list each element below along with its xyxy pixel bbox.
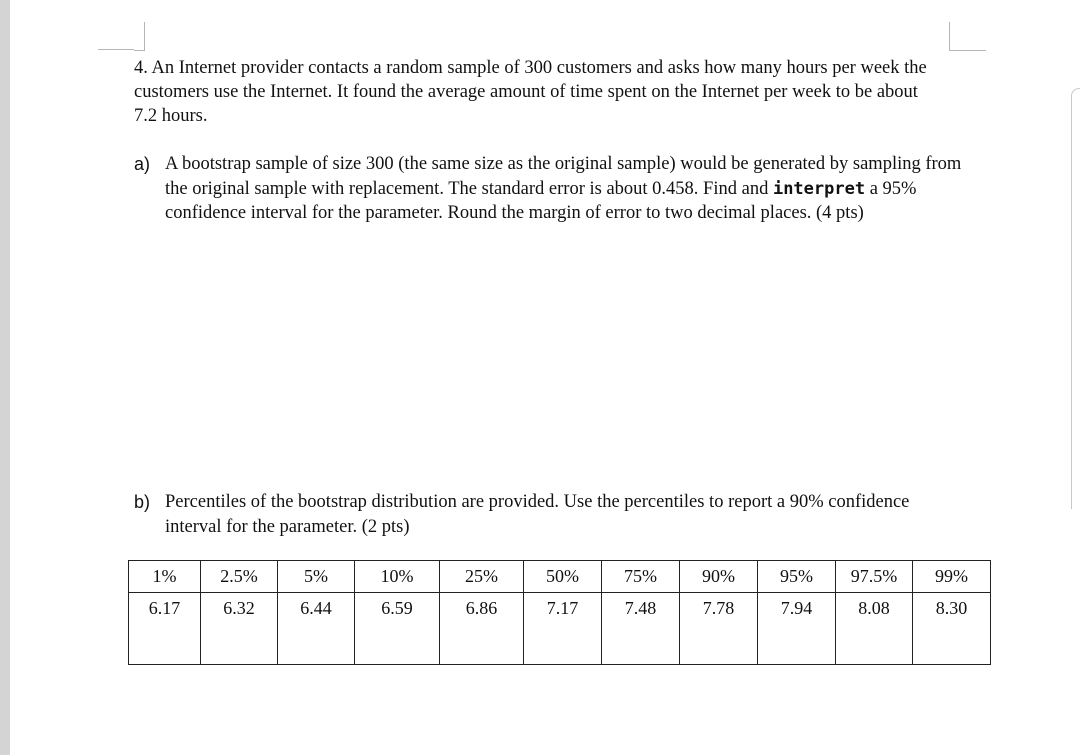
part-b bbox=[134, 490, 964, 539]
blank-cell bbox=[602, 623, 680, 665]
blank-cell bbox=[129, 623, 201, 665]
percentile-value: 6.59 bbox=[355, 593, 440, 624]
percentile-header: 5% bbox=[278, 561, 355, 593]
side-panel-edge bbox=[1071, 88, 1080, 509]
blank-cell bbox=[201, 623, 278, 665]
percentile-header: 99% bbox=[913, 561, 991, 593]
blank-cell bbox=[913, 623, 991, 665]
blank-cell bbox=[836, 623, 913, 665]
part-a bbox=[134, 152, 964, 226]
percentile-value: 7.78 bbox=[680, 593, 758, 624]
part-a-keyword: interpret bbox=[772, 178, 866, 199]
percentile-header: 10% bbox=[355, 561, 440, 593]
part-a-text-after: a 95% confidence interval for the parameter. Round the margin of error to two decimal places. (4 pts) bbox=[165, 178, 917, 223]
percentile-header: 75% bbox=[602, 561, 680, 593]
percentile-header: 97.5% bbox=[836, 561, 913, 593]
percentile-header: 95% bbox=[758, 561, 836, 593]
margin-corner-mark-top-left bbox=[134, 22, 145, 51]
blank-cell bbox=[680, 623, 758, 665]
percentile-value: 7.17 bbox=[524, 593, 602, 624]
percentile-table bbox=[128, 560, 991, 665]
percentile-value: 7.48 bbox=[602, 593, 680, 624]
percentile-blank-row bbox=[129, 623, 991, 665]
percentile-value: 6.44 bbox=[278, 593, 355, 624]
blank-cell bbox=[278, 623, 355, 665]
percentile-value: 8.08 bbox=[836, 593, 913, 624]
part-a-letter: a) bbox=[134, 154, 151, 174]
part-a-text bbox=[165, 152, 964, 226]
part-a-text-before: A bootstrap sample of size 300 (the same size as the original sample) would be generated by sampling from the original sample with replacement. The standard error is about 0.458. Find and bbox=[165, 154, 962, 199]
blank-cell bbox=[524, 623, 602, 665]
percentile-header: 90% bbox=[680, 561, 758, 593]
document-page bbox=[10, 0, 1080, 755]
blank-cell bbox=[355, 623, 440, 665]
part-b-letter: b) bbox=[134, 492, 151, 512]
percentile-value: 6.86 bbox=[440, 593, 524, 624]
percentile-value: 6.32 bbox=[201, 593, 278, 624]
percentile-header-row bbox=[129, 561, 991, 593]
percentile-header: 25% bbox=[440, 561, 524, 593]
percentile-value: 6.17 bbox=[129, 593, 201, 624]
blank-cell bbox=[758, 623, 836, 665]
percentile-value: 8.30 bbox=[913, 593, 991, 624]
part-b-text: Percentiles of the bootstrap distribution are provided. Use the percentiles to report a 90% confidence interval for the parameter. (2 pts) bbox=[165, 492, 910, 537]
blank-cell bbox=[440, 623, 524, 665]
percentile-header: 50% bbox=[524, 561, 602, 593]
margin-corner-mark-top-right bbox=[949, 22, 986, 51]
percentile-value: 7.94 bbox=[758, 593, 836, 624]
question-intro: 4. An Internet provider contacts a random sample of 300 customers and asks how many hours per week the customers use the Internet. It found the average amount of time spent on the Internet per week to be about 7.2 hours. bbox=[134, 58, 927, 126]
percentile-value-row bbox=[129, 593, 991, 624]
percentile-header: 1% bbox=[129, 561, 201, 593]
percentile-header: 2.5% bbox=[201, 561, 278, 593]
